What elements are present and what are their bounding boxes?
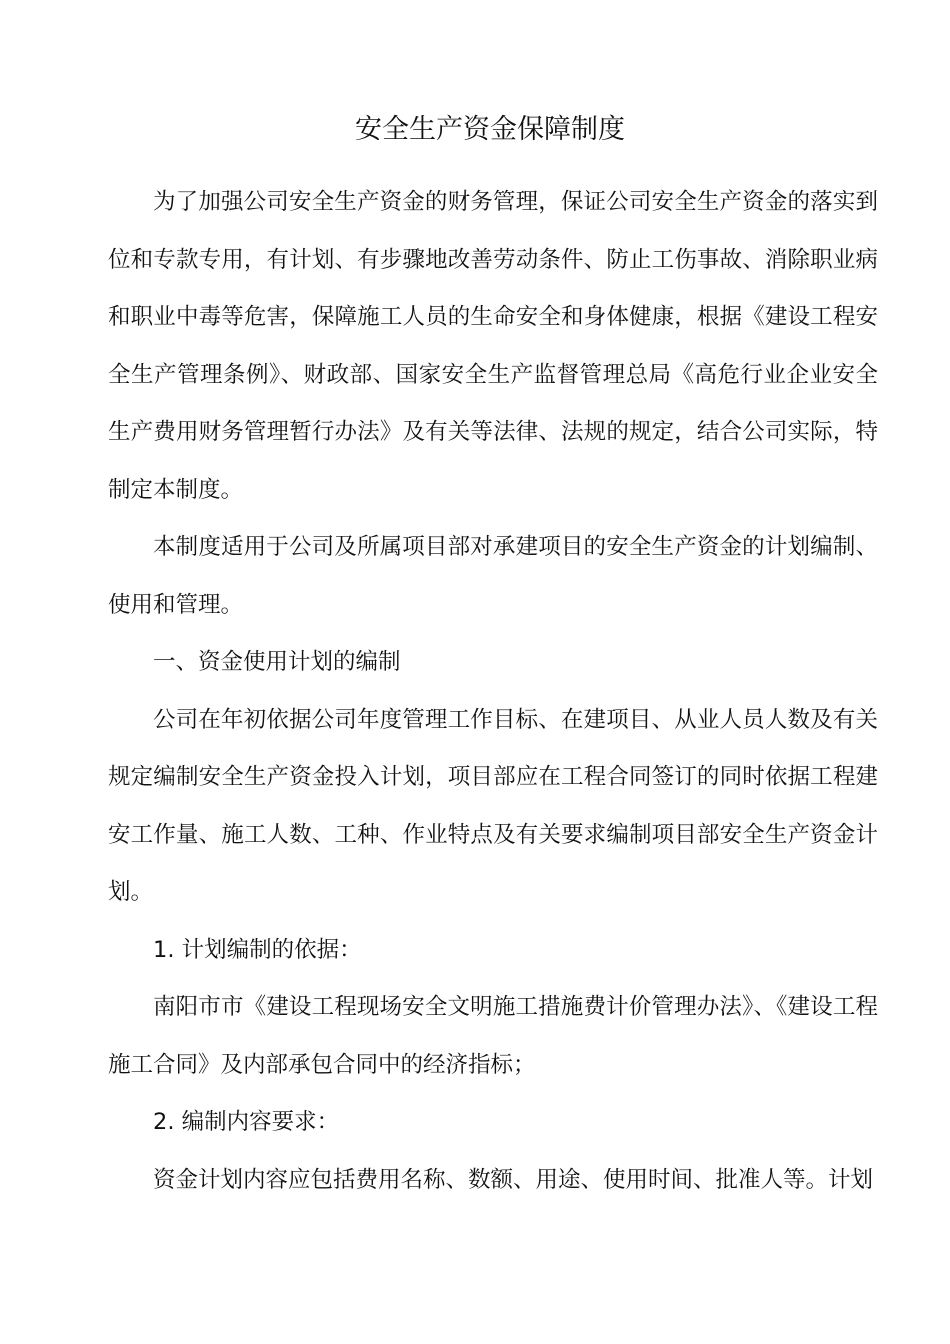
subheading-basis: 1. 计划编制的依据： bbox=[153, 936, 362, 963]
subheading-requirements: 2. 编制内容要求： bbox=[153, 1109, 340, 1135]
paragraph-purpose: 为了加强公司安全生产资金的财务管理，保证公司安全生产资金的落实到位和专款专用，有计划、有步骤地改善劳动条件、防止工伤事故、消除职业病和职业中毒等危害，保障施工人员的生命安全和身体健康，根据《建设工程安全生产管理条例》、财政部、国家安全生产监督管理总局《高危行业企业安全生产费用财务管理暂行办法》及有关等法律、法规的规定，结合公司实际，特制定本制度。 bbox=[108, 189, 878, 503]
document-title: 安全生产资金保障制度 bbox=[355, 114, 625, 145]
paragraph-basis: 南阳市市《建设工程现场安全文明施工措施费计价管理办法》、《建设工程施工合同》及内部承包合同中的经济指标； bbox=[108, 994, 878, 1078]
paragraph-requirements: 资金计划内容应包括费用名称、数额、用途、使用时间、批准人等。计划 bbox=[153, 1166, 874, 1193]
paragraph-plan: 公司在年初依据公司年度管理工作目标、在建项目、从业人员人数及有关规定编制安全生产资金投入计划，项目部应在工程合同签订的同时依据工程建安工作量、施工人数、工种、作业特点及有关要求编制项目部安全生产资金计划。 bbox=[108, 706, 878, 905]
paragraph-scope: 本制度适用于公司及所属项目部对承建项目的安全生产资金的计划编制、使用和管理。 bbox=[108, 534, 878, 618]
section-heading-plan: 一、资金使用计划的编制 bbox=[153, 649, 401, 675]
document-body bbox=[108, 174, 878, 1209]
